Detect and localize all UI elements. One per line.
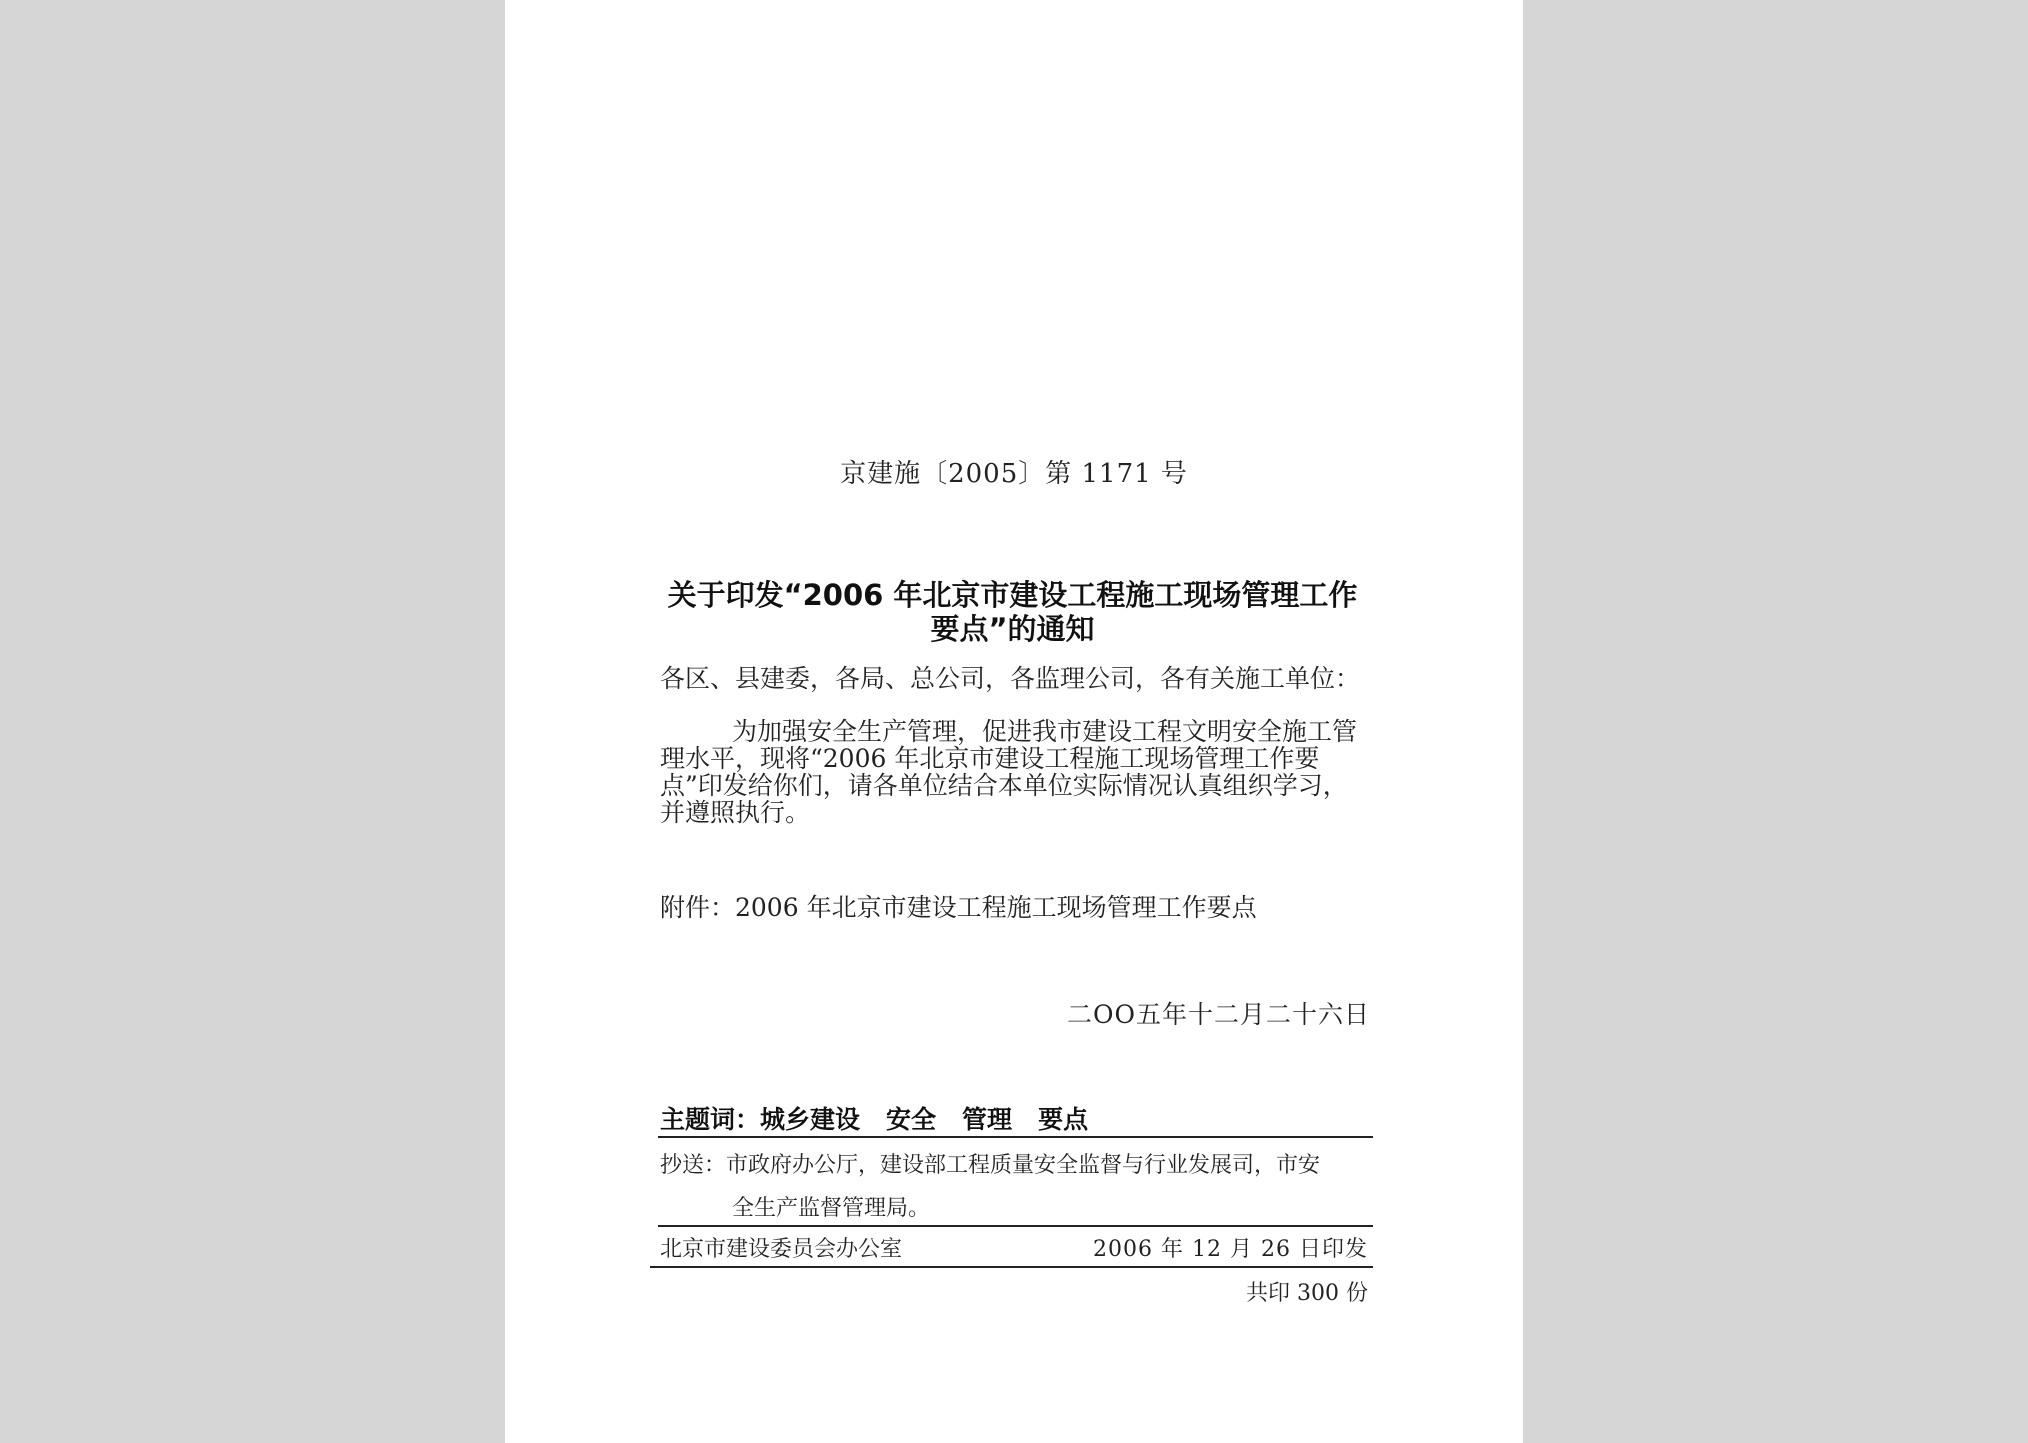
issuing-office: 北京市建设委员会办公室 (660, 1237, 903, 1262)
body-paragraph: 为加强安全生产管理，促进我市建设工程文明安全施工管理水平，现将“2006 年北京市建设工程施工现场管理工作要点”印发给你们，请各单位结合本单位实际情况认真组织学习，并遵照执行。 (660, 717, 1358, 827)
document-number: 京建施〔2005〕第 1171 号 (840, 459, 1188, 489)
recipients: 各区、县建委，各局、总公司，各监理公司，各有关施工单位： (660, 664, 1361, 693)
document-title: 关于印发“2006 年北京市建设工程施工现场管理工作要点”的通知 (667, 578, 1358, 646)
divider-subject (658, 1136, 1373, 1138)
subject-label: 主题词： (660, 1105, 761, 1134)
subject-keyword: 城乡建设 (760, 1105, 861, 1134)
subject-keyword: 要点 (1038, 1105, 1089, 1134)
divider-footer (650, 1266, 1373, 1268)
print-date: 2006 年 12 月 26 日印发 (1093, 1237, 1368, 1262)
subject-keyword: 管理 (962, 1105, 1013, 1134)
subject-keyword: 安全 (886, 1105, 937, 1134)
document-page (505, 0, 1523, 1443)
subject-keywords (660, 1100, 1088, 1136)
cc-list (660, 1144, 1372, 1230)
cc-line-continued: 全生产监督管理局。 (732, 1196, 931, 1221)
cc-line: 抄送：市政府办公厅，建设部工程质量安全监督与行业发展司，市安 (660, 1153, 1321, 1178)
issue-date: 二OO五年十二月二十六日 (1067, 1000, 1370, 1029)
divider-cc (658, 1225, 1373, 1227)
attachment-line: 附件：2006 年北京市建设工程施工现场管理工作要点 (660, 893, 1257, 922)
copies-count: 共印 300 份 (1246, 1281, 1368, 1306)
